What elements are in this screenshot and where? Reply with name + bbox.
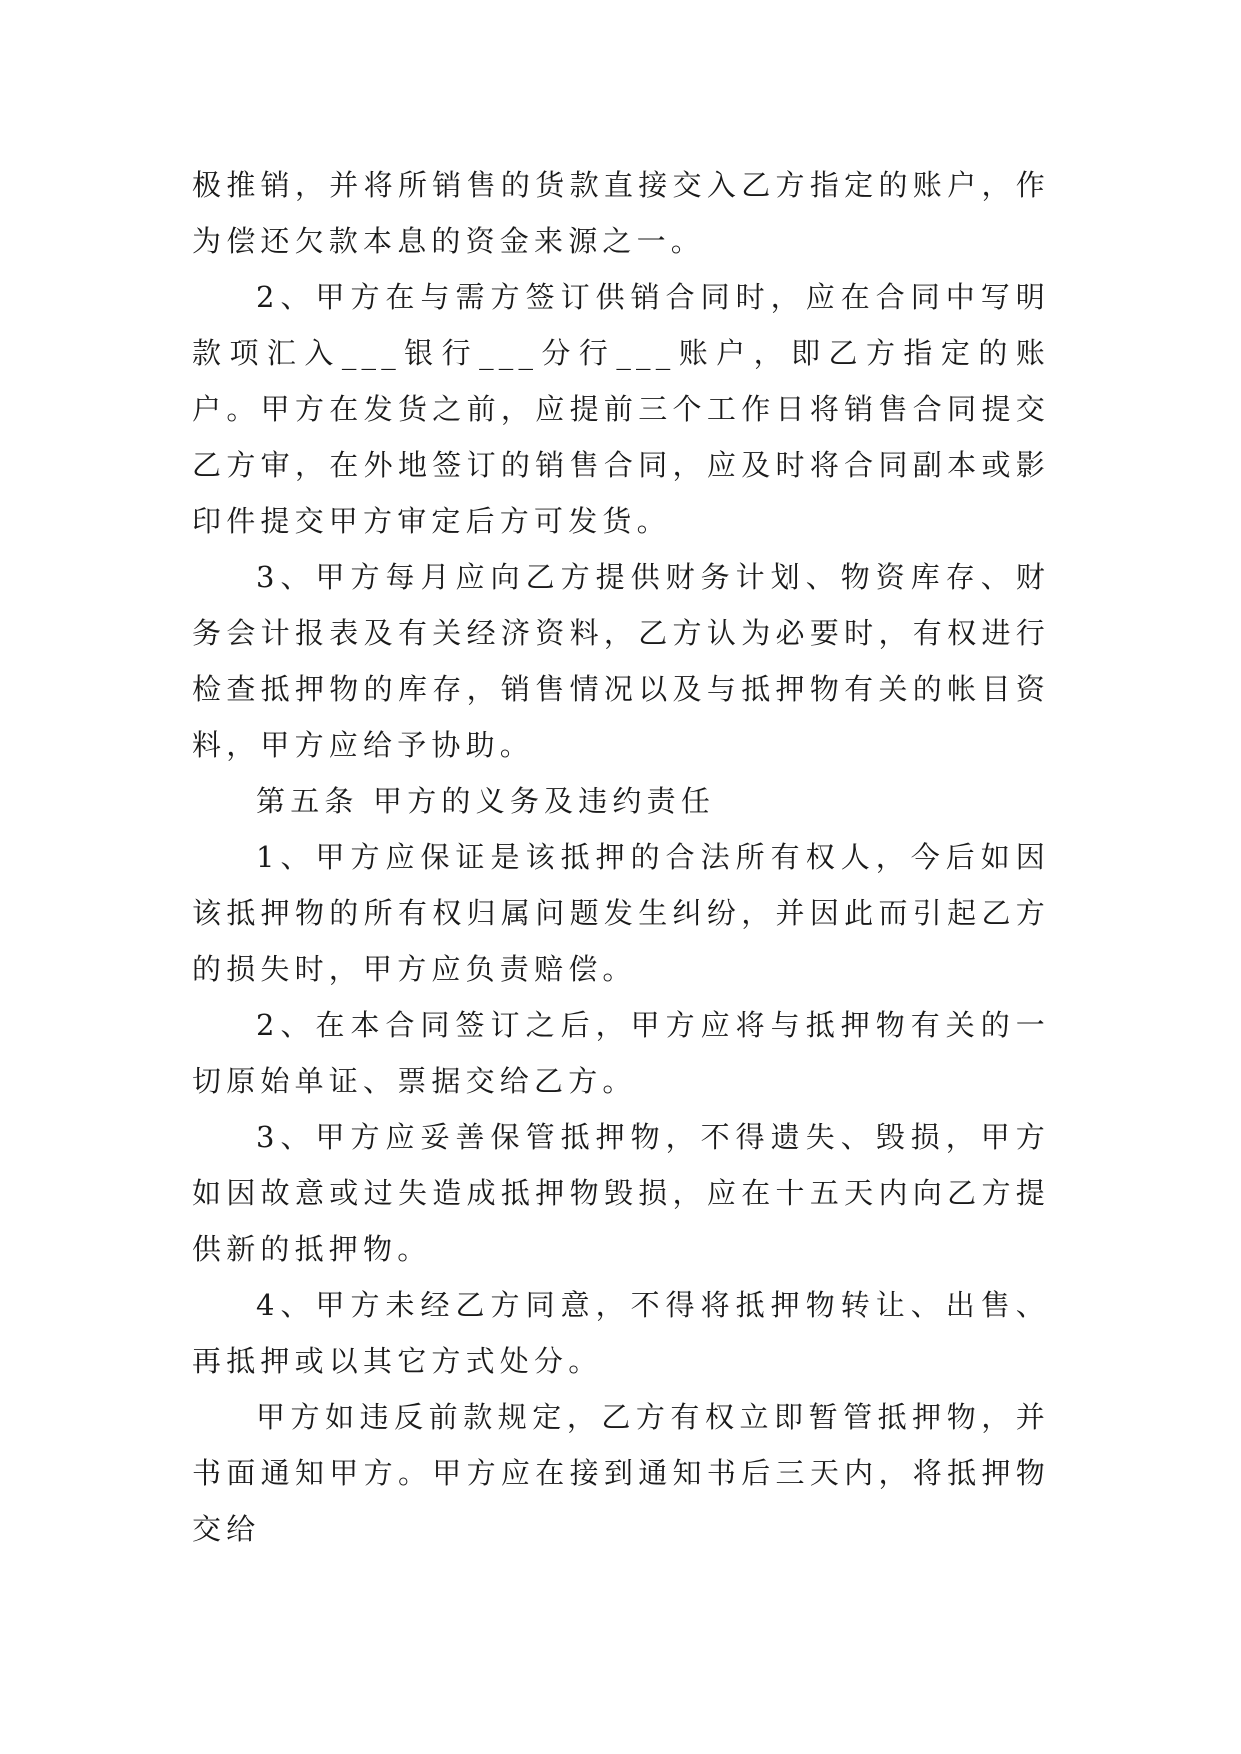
paragraph-clause-2: 2、甲方在与需方签订供销合同时，应在合同中写明款项汇入___银行___分行___账户，即乙方指定的账户。甲方在发货之前，应提前三个工作日将销售合同提交乙方审，在外地签订的销售合同，应及时将合同副本或影印件提交甲方审定后方可发货。 bbox=[192, 280, 1050, 538]
article-5-heading: 第五条 甲方的义务及违约责任 bbox=[256, 784, 716, 818]
paragraph-violation-clause: 甲方如违反前款规定，乙方有权立即暂管抵押物，并书面通知甲方。甲方应在接到通知书后三天内，将抵押物交给 bbox=[192, 1400, 1050, 1546]
contract-body bbox=[192, 157, 1050, 1557]
paragraph-clause-3: 3、甲方每月应向乙方提供财务计划、物资库存、财务会计报表及有关经济资料，乙方认为必要时，有权进行检查抵押物的库存，销售情况以及与抵押物有关的帐目资料，甲方应给予协助。 bbox=[192, 560, 1050, 762]
paragraph-article5-item-1: 1、甲方应保证是该抵押的合法所有权人，今后如因该抵押物的所有权归属问题发生纠纷，并因此而引起乙方的损失时，甲方应负责赔偿。 bbox=[192, 840, 1050, 986]
paragraph-article5-item-4: 4、甲方未经乙方同意，不得将抵押物转让、出售、再抵押或以其它方式处分。 bbox=[192, 1288, 1050, 1378]
paragraph-continuation: 极推销，并将所销售的货款直接交入乙方指定的账户，作为偿还欠款本息的资金来源之一。 bbox=[192, 168, 1050, 258]
paragraph-article5-item-2: 2、在本合同签订之后，甲方应将与抵押物有关的一切原始单证、票据交给乙方。 bbox=[192, 1008, 1050, 1098]
paragraph-article5-item-3: 3、甲方应妥善保管抵押物，不得遗失、毁损，甲方如因故意或过失造成抵押物毁损，应在十五天内向乙方提供新的抵押物。 bbox=[192, 1120, 1050, 1266]
